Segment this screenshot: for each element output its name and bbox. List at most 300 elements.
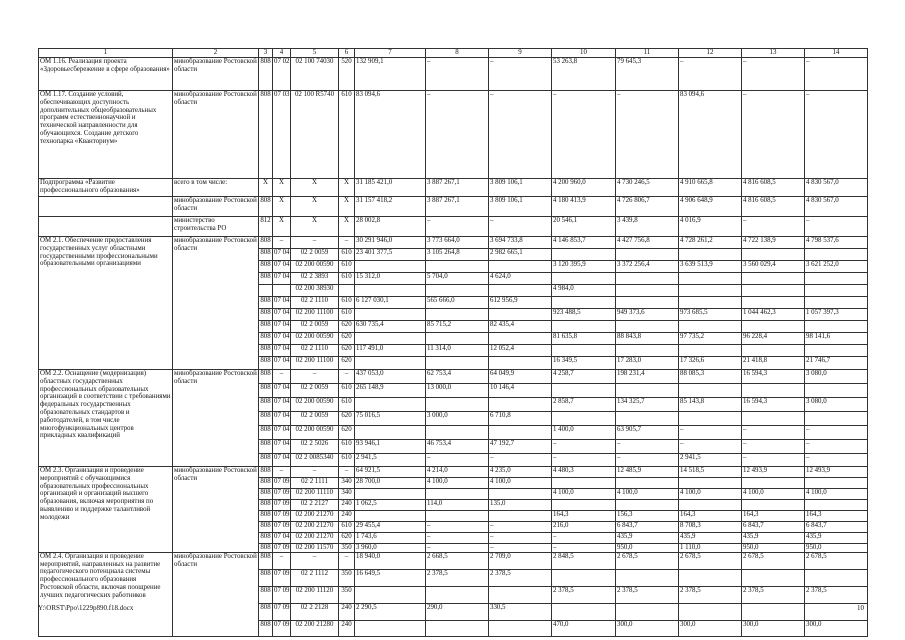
budget-code-cell: – <box>291 552 339 569</box>
amount-cell <box>742 285 805 297</box>
budget-code-cell: 07 04 <box>273 297 291 309</box>
amount-cell <box>426 261 489 273</box>
table-row <box>39 179 868 197</box>
amount-cell: – <box>742 440 805 454</box>
amount-cell: 81 635,8 <box>552 333 616 345</box>
header-cell: 12 <box>679 49 742 58</box>
budget-code-cell: – <box>291 370 339 384</box>
amount-cell: 435,9 <box>742 533 805 544</box>
budget-code-cell: 02 2 1110 <box>291 297 339 309</box>
budget-code-cell: – <box>273 237 291 249</box>
budget-code-cell: X <box>291 179 339 197</box>
amount-cell <box>742 478 805 489</box>
budget-code-cell <box>273 285 291 297</box>
budget-code-cell: 07 04 <box>273 426 291 440</box>
amount-cell <box>355 398 426 412</box>
budget-code-cell: 07 04 <box>273 454 291 467</box>
amount-cell <box>552 384 616 398</box>
amount-cell: – <box>426 454 489 467</box>
file-path: Y:\ORST\Ppo\1229p890.f18.docx <box>38 604 134 612</box>
table-row <box>39 58 868 91</box>
budget-code-cell: 610 <box>339 309 355 321</box>
amount-cell: 96 228,4 <box>742 333 805 345</box>
budget-code-cell: 02 2 1110 <box>291 345 339 357</box>
amount-cell: 4 798 537,6 <box>805 237 868 249</box>
budget-code-cell: 02 200 11100 <box>291 357 339 370</box>
amount-cell: 4 728 261,2 <box>679 237 742 249</box>
amount-cell: 565 666,0 <box>426 297 489 309</box>
amount-cell: 3 000,0 <box>426 412 489 426</box>
amount-cell: 3 773 664,0 <box>426 237 489 249</box>
budget-code-cell: 808 <box>259 467 273 478</box>
amount-cell: 4 624,0 <box>489 273 552 285</box>
amount-cell <box>355 333 426 345</box>
amount-cell: 47 192,7 <box>489 440 552 454</box>
amount-cell: 3 105 264,8 <box>426 249 489 261</box>
executor-cell: минобразование Ростовской области <box>173 58 259 91</box>
amount-cell: 3 887 267,1 <box>426 179 489 197</box>
budget-code-cell: 02 200 21270 <box>291 533 339 544</box>
budget-code-cell: 808 <box>259 620 273 636</box>
amount-cell <box>616 603 679 620</box>
amount-cell <box>426 489 489 500</box>
budget-code-cell: 07 09 <box>273 603 291 620</box>
budget-code-cell: 02 2 1112 <box>291 569 339 586</box>
amount-cell <box>679 285 742 297</box>
amount-cell <box>552 478 616 489</box>
table-row <box>39 91 868 179</box>
amount-cell <box>552 297 616 309</box>
amount-cell: – <box>552 533 616 544</box>
budget-code-cell: 07 09 <box>273 500 291 511</box>
budget-code-cell: – <box>339 552 355 569</box>
amount-cell <box>805 500 868 511</box>
amount-cell: 31 185 421,0 <box>355 179 426 197</box>
header-cell: 3 <box>259 49 273 58</box>
budget-code-cell: 808 <box>259 440 273 454</box>
amount-cell: 21 746,7 <box>805 357 868 370</box>
amount-cell: 2 678,5 <box>805 552 868 569</box>
amount-cell: 3 560 029,4 <box>742 261 805 273</box>
executor-cell: министерство строительства РО <box>173 217 259 237</box>
budget-code-cell: 02 2 2127 <box>291 500 339 511</box>
amount-cell <box>616 285 679 297</box>
amount-cell: 2 378,5 <box>552 586 616 603</box>
budget-code-cell: – <box>291 467 339 478</box>
header-cell: 8 <box>426 49 489 58</box>
amount-cell: 4 235,0 <box>489 467 552 478</box>
amount-cell: 290,0 <box>426 603 489 620</box>
amount-cell <box>742 297 805 309</box>
amount-cell <box>805 412 868 426</box>
amount-cell: – <box>742 454 805 467</box>
amount-cell: 2 378,5 <box>616 586 679 603</box>
budget-code-cell: 02 2 1111 <box>291 478 339 489</box>
budget-code-cell: 808 <box>259 533 273 544</box>
amount-cell: 4 830 567,0 <box>805 179 868 197</box>
budget-code-cell: 620 <box>339 412 355 426</box>
amount-cell: 14 518,5 <box>679 467 742 478</box>
amount-cell: – <box>552 440 616 454</box>
amount-cell: 135,0 <box>489 500 552 511</box>
budget-code-cell: 808 <box>259 273 273 285</box>
amount-cell: 85 715,2 <box>426 321 489 333</box>
amount-cell <box>679 345 742 357</box>
program-name-cell: ОМ 1.17. Создание условий, обеспечивающих доступность дополнительных общеобразовательных программ естественнонаучной и технической направленности для обучающихся. Создание детского технопарка «Кванториум» <box>39 91 173 179</box>
amount-cell: – <box>805 440 868 454</box>
amount-cell: 85 143,8 <box>679 398 742 412</box>
amount-cell: – <box>805 217 868 237</box>
budget-code-cell: 240 <box>339 620 355 636</box>
table-row <box>39 467 868 478</box>
amount-cell: 2 941,5 <box>355 454 426 467</box>
program-name-cell: ОМ 2.3. Организация и проведение мероприятий с обучающимися образовательных профессиональных организаций и организаций высшего образования, включая мероприятия по выявлению и поддержке талантливой молодежи <box>39 467 173 553</box>
amount-cell: 17 326,6 <box>679 357 742 370</box>
budget-code-cell: 02 200 00590 <box>291 398 339 412</box>
amount-cell: 4 100,0 <box>426 478 489 489</box>
amount-cell: – <box>805 454 868 467</box>
budget-code-cell: 808 <box>259 412 273 426</box>
budget-code-cell: 02 2 5026 <box>291 440 339 454</box>
budget-code-cell: 02 2 0059 <box>291 321 339 333</box>
budget-code-cell: – <box>339 370 355 384</box>
budget-code-cell: 07 03 <box>273 91 291 179</box>
budget-code-cell: 808 <box>259 384 273 398</box>
amount-cell: 4 906 648,9 <box>679 197 742 217</box>
budget-code-cell: 07 04 <box>273 249 291 261</box>
budget-code-cell: – <box>273 370 291 384</box>
amount-cell: 3 439,8 <box>616 217 679 237</box>
amount-cell: – <box>679 440 742 454</box>
amount-cell <box>489 398 552 412</box>
budget-code-cell: X <box>273 179 291 197</box>
budget-code-cell: 02 100 R5740 <box>291 91 339 179</box>
amount-cell <box>679 321 742 333</box>
amount-cell: 4 100,0 <box>805 489 868 500</box>
budget-code-cell: 610 <box>339 454 355 467</box>
amount-cell: 4 730 246,5 <box>616 179 679 197</box>
amount-cell: 134 325,7 <box>616 398 679 412</box>
budget-code-cell: 808 <box>259 261 273 273</box>
budget-code-cell: 620 <box>339 333 355 345</box>
amount-cell: 83 094,6 <box>679 91 742 179</box>
amount-cell: – <box>489 522 552 533</box>
executor-cell: минобразование Ростовской области <box>173 197 259 217</box>
amount-cell: – <box>805 91 868 179</box>
amount-cell: – <box>426 58 489 91</box>
amount-cell: 300,0 <box>679 620 742 636</box>
budget-code-cell: 240 <box>339 511 355 522</box>
amount-cell: 88 085,3 <box>679 370 742 384</box>
amount-cell: 3 080,0 <box>805 370 868 384</box>
budget-code-cell: 610 <box>339 440 355 454</box>
amount-cell <box>805 249 868 261</box>
amount-cell: 4 100,0 <box>742 489 805 500</box>
amount-cell <box>489 620 552 636</box>
amount-cell: 46 753,4 <box>426 440 489 454</box>
amount-cell: 4 816 608,5 <box>742 197 805 217</box>
amount-cell: 4 146 853,7 <box>552 237 616 249</box>
amount-cell: – <box>426 522 489 533</box>
table-row <box>39 197 868 217</box>
budget-code-cell: 808 <box>259 478 273 489</box>
amount-cell: 12 493,9 <box>742 467 805 478</box>
budget-code-cell: 07 09 <box>273 522 291 533</box>
budget-code-cell: 520 <box>339 58 355 91</box>
amount-cell: 4 726 806,7 <box>616 197 679 217</box>
amount-cell <box>355 309 426 321</box>
amount-cell: 4 180 413,9 <box>552 197 616 217</box>
budget-code-cell: 610 <box>339 249 355 261</box>
amount-cell: 435,9 <box>805 533 868 544</box>
amount-cell: 4 200 960,0 <box>552 179 616 197</box>
amount-cell: 1 743,6 <box>355 533 426 544</box>
amount-cell: – <box>426 533 489 544</box>
amount-cell: 4 830 567,0 <box>805 197 868 217</box>
amount-cell <box>679 569 742 586</box>
budget-code-cell: X <box>291 217 339 237</box>
amount-cell: 3 694 733,8 <box>489 237 552 249</box>
amount-cell <box>355 489 426 500</box>
budget-code-cell: 02 200 11120 <box>291 586 339 603</box>
amount-cell: 630 735,4 <box>355 321 426 333</box>
table-row <box>39 370 868 384</box>
budget-code-cell: 808 <box>259 489 273 500</box>
program-name-cell: ОМ 2.1. Обеспечение предоставления государственных услуг областными государственными профессиональными образовательными организациями <box>39 237 173 370</box>
budget-code-cell: 808 <box>259 552 273 569</box>
amount-cell: 6 843,7 <box>805 522 868 533</box>
executor-cell: минобразование Ростовской области <box>173 237 259 370</box>
amount-cell <box>355 426 426 440</box>
budget-code-cell: X <box>291 197 339 217</box>
amount-cell <box>489 285 552 297</box>
amount-cell: 8 708,3 <box>679 522 742 533</box>
amount-cell: 950,0 <box>616 544 679 553</box>
amount-cell <box>552 321 616 333</box>
amount-cell: 300,0 <box>805 620 868 636</box>
amount-cell: 30 291 946,0 <box>355 237 426 249</box>
budget-code-cell: 808 <box>259 398 273 412</box>
amount-cell <box>616 249 679 261</box>
budget-code-cell: 350 <box>339 569 355 586</box>
amount-cell: 15 312,0 <box>355 273 426 285</box>
amount-cell: 18 940,0 <box>355 552 426 569</box>
amount-cell <box>742 603 805 620</box>
budget-code-cell: 620 <box>339 321 355 333</box>
amount-cell <box>742 321 805 333</box>
amount-cell: – <box>489 91 552 179</box>
budget-code-cell: 610 <box>339 398 355 412</box>
amount-cell: 300,0 <box>616 620 679 636</box>
header-cell: 9 <box>489 49 552 58</box>
amount-cell: 435,9 <box>679 533 742 544</box>
amount-cell: 923 488,5 <box>552 309 616 321</box>
amount-cell: 437 053,0 <box>355 370 426 384</box>
amount-cell: 11 314,0 <box>426 345 489 357</box>
budget-code-cell: – <box>291 237 339 249</box>
amount-cell: 16 349,5 <box>552 357 616 370</box>
budget-code-cell: 620 <box>339 426 355 440</box>
budget-code-cell: 07 04 <box>273 261 291 273</box>
amount-cell <box>616 297 679 309</box>
amount-cell <box>616 412 679 426</box>
budget-code-cell: – <box>273 552 291 569</box>
amount-cell: 23 401 377,5 <box>355 249 426 261</box>
amount-cell <box>616 478 679 489</box>
header-cell: 5 <box>291 49 339 58</box>
amount-cell: 6 710,8 <box>489 412 552 426</box>
amount-cell <box>679 478 742 489</box>
header-cell: 10 <box>552 49 616 58</box>
budget-code-cell: 808 <box>259 91 273 179</box>
executor-cell: минобразование Ростовской области <box>173 91 259 179</box>
amount-cell <box>426 511 489 522</box>
budget-code-cell: 07 04 <box>273 273 291 285</box>
amount-cell: 82 435,4 <box>489 321 552 333</box>
budget-code-cell: – <box>339 467 355 478</box>
budget-code-cell: 02 2 0059 <box>291 249 339 261</box>
amount-cell: – <box>552 91 616 179</box>
executor-cell: всего в том числе: <box>173 179 259 197</box>
amount-cell <box>805 321 868 333</box>
budget-code-cell: 808 <box>260 544 271 551</box>
amount-cell <box>426 309 489 321</box>
budget-code-cell: 02 200 11100 <box>291 309 339 321</box>
table-row <box>39 237 868 249</box>
budget-code-cell: 610 <box>339 384 355 398</box>
budget-code-cell: 02 2 0059 <box>291 384 339 398</box>
amount-cell: 16 594,3 <box>742 370 805 384</box>
header-cell: 11 <box>616 49 679 58</box>
amount-cell <box>805 297 868 309</box>
amount-cell: 164,3 <box>552 511 616 522</box>
amount-cell: 3 120 395,9 <box>552 261 616 273</box>
amount-cell: 53 263,8 <box>552 58 616 91</box>
amount-cell: 2 378,5 <box>679 586 742 603</box>
amount-cell <box>355 511 426 522</box>
amount-cell: – <box>489 58 552 91</box>
amount-cell: – <box>805 58 868 91</box>
amount-cell: 2 378,5 <box>742 586 805 603</box>
budget-code-cell: 808 <box>259 297 273 309</box>
amount-cell: 2 378,5 <box>426 569 489 586</box>
amount-cell <box>805 273 868 285</box>
budget-code-cell: 02 100 74030 <box>291 58 339 91</box>
amount-cell <box>426 357 489 370</box>
header-cell: 2 <box>173 49 259 58</box>
amount-cell: 17 283,0 <box>616 357 679 370</box>
budget-code-cell: 07 09 <box>273 489 291 500</box>
amount-cell <box>742 500 805 511</box>
budget-code-cell: 808 <box>259 511 273 522</box>
budget-code-cell: 808 <box>259 249 273 261</box>
amount-cell: 3 080,0 <box>805 398 868 412</box>
budget-code-cell: 610 <box>339 91 355 179</box>
amount-cell <box>679 412 742 426</box>
header-cell: 1 <box>39 49 173 58</box>
amount-cell: 1 110,0 <box>679 544 742 553</box>
amount-cell: 4 100,0 <box>616 489 679 500</box>
program-name-cell: ОМ 2.4. Организация и проведение мероприятий, направленных на развитие педагогического потенциала системы профессионального образования Ростовской области, включая поощрение лучших педагогических работников <box>39 552 173 636</box>
amount-cell: 31 157 418,2 <box>355 197 426 217</box>
budget-code-cell: 02 200 21280 <box>291 620 339 636</box>
budget-code-cell: 808 <box>259 426 273 440</box>
amount-cell: 950,0 <box>805 544 868 553</box>
table-row <box>39 217 868 237</box>
budget-code-cell: 02 200 00590 <box>291 261 339 273</box>
budget-code-cell: 340 <box>339 478 355 489</box>
budget-code-cell: 812 <box>259 217 273 237</box>
amount-cell: 12 052,4 <box>489 345 552 357</box>
amount-cell <box>489 357 552 370</box>
budget-code-cell: 02 200 00590 <box>291 333 339 345</box>
amount-cell <box>355 586 426 603</box>
amount-cell <box>616 500 679 511</box>
budget-code-cell: 02 2 2128 <box>291 603 339 620</box>
budget-code-cell: 808 <box>259 569 273 586</box>
budget-code-cell: 808 <box>259 370 273 384</box>
budget-code-cell: 808 <box>259 197 273 217</box>
budget-code-cell: – <box>339 237 355 249</box>
amount-cell: 117 491,0 <box>355 345 426 357</box>
amount-cell: 4 100,0 <box>679 489 742 500</box>
amount-cell: 83 094,6 <box>355 91 426 179</box>
amount-cell: – <box>426 217 489 237</box>
amount-cell <box>742 384 805 398</box>
amount-cell: 132 909,1 <box>355 58 426 91</box>
amount-cell <box>489 511 552 522</box>
amount-cell: – <box>679 58 742 91</box>
budget-code-cell: 07 04 <box>273 533 291 544</box>
budget-code-cell <box>339 285 355 297</box>
amount-cell <box>805 345 868 357</box>
amount-cell <box>489 309 552 321</box>
amount-cell: 2 678,5 <box>679 552 742 569</box>
amount-cell <box>616 384 679 398</box>
amount-cell: 64 921,5 <box>355 467 426 478</box>
amount-cell: – <box>742 91 805 179</box>
amount-cell: 79 645,3 <box>616 58 679 91</box>
budget-code-cell: 808 <box>259 345 273 357</box>
amount-cell <box>552 273 616 285</box>
amount-cell <box>805 478 868 489</box>
amount-cell: – <box>679 426 742 440</box>
budget-code-cell: 02 2 3893 <box>291 273 339 285</box>
budget-code-cell: 07 09 <box>273 569 291 586</box>
amount-cell: 950,0 <box>742 544 805 553</box>
amount-cell: 6 843,7 <box>616 522 679 533</box>
amount-cell <box>679 297 742 309</box>
budget-code-cell: 808 <box>259 500 273 511</box>
amount-cell <box>426 333 489 345</box>
amount-cell: 3 887 267,1 <box>426 197 489 217</box>
amount-cell: 949 373,6 <box>616 309 679 321</box>
amount-cell <box>742 345 805 357</box>
budget-code-cell: 07 09 <box>273 586 291 603</box>
amount-cell: 2 678,5 <box>742 552 805 569</box>
amount-cell: 88 843,8 <box>616 333 679 345</box>
amount-cell: – <box>742 426 805 440</box>
amount-cell: 4 480,3 <box>552 467 616 478</box>
amount-cell: 4 214,0 <box>426 467 489 478</box>
amount-cell <box>552 249 616 261</box>
amount-cell: 216,0 <box>552 522 616 533</box>
amount-cell <box>489 426 552 440</box>
amount-cell: – <box>616 454 679 467</box>
budget-code-cell: 07 09 <box>273 620 291 636</box>
budget-code-cell: X <box>259 179 273 197</box>
amount-cell: 265 148,9 <box>355 384 426 398</box>
